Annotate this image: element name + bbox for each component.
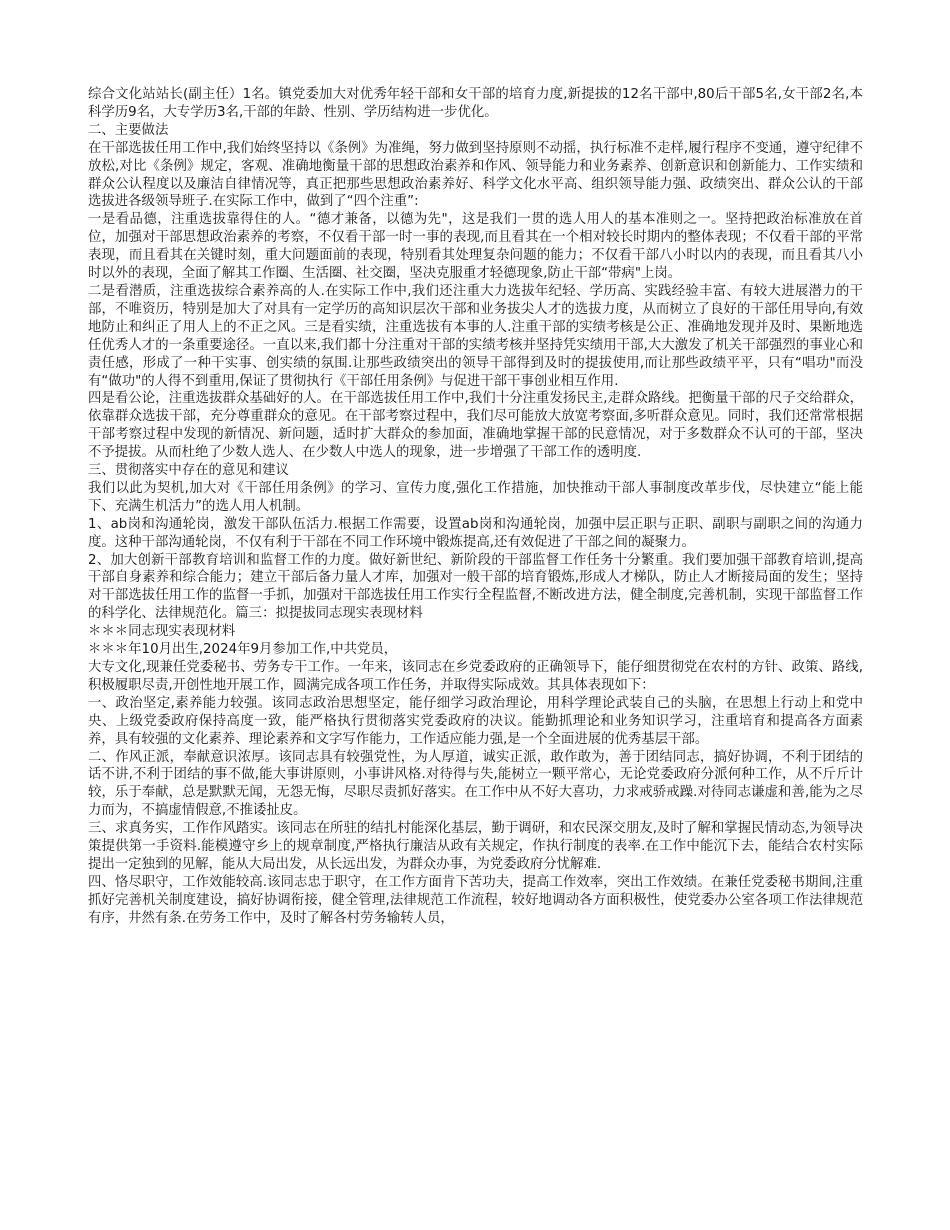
paragraph-pragmatic: 三、求真务实，工作作风踏实。该同志在所驻的结扎村能深化基层，勤于调研，和农民深交朋友,及时了解和掌握民情动态,为领导决策提供第一手资料.能模遵守乡上的规章制度,严格执行廉洁从政有关规定，作执行制度的表率.在工作中能沉下去，能结合农村实际提出一定独到的见解，能从大局出发，从长远出发，为群众办事，为党委政府分忧解难. [88, 821, 863, 872]
section-heading-main-practices: 二、主要做法 [88, 122, 169, 138]
profile-line: ＊＊＊年10月出生,2024年9月参加工作,中共党员， [88, 642, 398, 658]
paragraph-duty: 四、恪尽职守，工作效能较高.该同志忠于职守，在工作方面肯下苦功夫，提高工作效率，突出工作效绩。在兼任党委秘书期间,注重抓好完善机关制度建设，搞好协调衔接，健全管理,法律规范工作流程，较好地调动各方面积极性，使党委办公室各项工作法律规范有序，井然有条.在劳务工作中，及时了解各村劳务输转人员， [88, 874, 863, 926]
paragraph-item-1: 1、ab岗和沟通轮岗，激发干部队伍活力.根据工作需要，设置ab岗和沟通轮岗，加强中层正职与正职、副职与副职之间的沟通力度。这种干部沟通轮岗，不仅有利于干部在不同工作环境中锻炼提高,还有效促进了干部之间的凝聚力。 [88, 516, 863, 550]
document-body [88, 86, 863, 928]
paragraph-issues-intro: 我们以此为契机,加大对《干部任用条例》的学习、宣传力度,强化工作措施，加快推动干部人事制度改革步伐，尽快建立“能上能下、充满生机活力”的选人用人机制。 [88, 480, 863, 514]
paragraph-practices: 在干部选拔任用工作中,我们始终坚持以《条例》为准绳，努力做到坚持原则不动摇，执行标准不走样,履行程序不变通，遵守纪律不放松,对比《条例》规定，客观、准确地衡量干部的思想政治素养和作风、领导能力和业务素养、创新意识和创新能力、工作实绩和群众公认程度以及廉洁自律情况等，真正把那些思想政治素养好、科学文化水平高、组织领导能力强、政绩突出、群众公认的干部选拔进各级领导班子.在实际工作中，做到了“四个注重”: [88, 140, 863, 210]
paragraph-intro: 综合文化站站长(副主任）1名。镇党委加大对优秀年轻干部和女干部的培育力度,新提拔的12名干部中,80后干部5名,女干部2名,本科学历9名，大专学历3名,干部的年龄、性别、学历结构进一步优化。 [88, 87, 863, 120]
section-heading-issues: 三、贯彻落实中存在的意见和建议 [88, 463, 289, 479]
paragraph-potential-performance: 二是看潜质，注重选拔综合素养高的人.在实际工作中,我们还注重大力选拔年纪轻、学历高、实践经验丰富、有较大进展潜力的干部，不唯资历，特别是加大了对具有一定学历的高知识层次干部和业务拔尖人才的选拔力度，从而树立了良好的干部任用导向,有效地防止和纠正了用人上的不正之风。三是看实绩，注重选拔有本事的人.注重干部的实绩考核是公正、准确地发现并及时、果断地选任优秀人才的一条重要途径。一直以来,我们都十分注重对干部的实绩考核并坚持凭实绩用干部,大大激发了机关干部强烈的事业心和责任感，形成了一种干实事、创实绩的氛围.让那些政绩突出的领导干部得到及时的提拔使用,而让那些政绩平平，只有“唱功"而没有“做功"的人得不到重用,保证了贯彻执行《干部任用条例》与促进干部干事创业相互作用. [88, 283, 863, 389]
material-title: ＊＊＊同志现实表现材料 [88, 624, 236, 640]
paragraph-profile: 大专文化,现兼任党委秘书、劳务专干工作。一年来，该同志在乡党委政府的正确领导下，能仔细贯彻党在农村的方针、政策、路线,积极履职尽责,开创性地开展工作，圆满完成各项工作任务，并取得实际成效。其具体表现如下： [88, 660, 863, 693]
paragraph-political: 一、政治坚定,素养能力较强。该同志政治思想坚定，能仔细学习政治理论，用科学理论武装自己的头脑，在思想上行动上和党中央、上级党委政府保持高度一致，能严格执行贯彻落实党委政府的决议。能勤抓理论和业务知识学习，注重培育和提高各方面素养，具有较强的文化素养、理论素养和文字写作能力，工作适应能力强,是一个全面进展的优秀基层干部。 [88, 695, 863, 747]
paragraph-style: 二、作风正派，奉献意识浓厚。该同志具有较强党性，为人厚道，诚实正派，敢作敢为，善于团结同志，搞好协调，不利于团结的话不讲,不利于团结的事不做,能大事讲原则，小事讲风格.对待得与失,能树立一颗平常心，无论党委政府分派何种工作，从不斤斤计较，乐于奉献，总是默默无闻，无怨无悔，尽职尽责抓好落实。在工作中从不好大喜功，力求戒骄戒躁.对待同志谦虚和善,能为之尽力而为，不搞虚情假意,不推诿扯皮。 [88, 749, 863, 819]
paragraph-morality: 一是看品德，注重选拔靠得住的人。“德才兼备，以德为先"，这是我们一贯的选人用人的基本准则之一。坚持把政治标准放在首位，加强对干部思想政治素养的考察，不仅看干部一时一事的表现,而且看其在一个相对较长时期内的整体表现；不仅看干部的平常表现，而且看其在关键时刻，重大问题面前的表现，特别看其处理复杂问题的能力；不仅看干部八小时以内的表现，而且看其八小时以外的表现，全面了解其工作圈、生活圈、社交圈，坚决克服重才轻德现象,防止干部“带病"上岗。 [88, 212, 863, 282]
paragraph-public-opinion: 四是看公论，注重选拔群众基础好的人。在干部选拔任用工作中,我们十分注重发扬民主,走群众路线。把衡量干部的尺子交给群众，依靠群众选拔干部，充分尊重群众的意见。在干部考察过程中，我们尽可能放大放宽考察面,多听群众意见。同时，我们还常常根据干部考察过程中发现的新情况、新问题，适时扩大群众的参加面，准确地掌握干部的民意情况，对于多数群众不认可的干部，坚决不予提拔。从而杜绝了少数人选人、在少数人中选人的现象，进一步增强了干部工作的透明度. [88, 391, 863, 461]
paragraph-item-2: 2、加大创新干部教育培训和监督工作的力度。做好新世纪、新阶段的干部监督工作任务十分繁重。我们要加强干部教育培训,提高干部自身素养和综合能力；建立干部后备力量人才库，加强对一般干部的培育锻炼,形成人才梯队，防止人才断接局面的发生；坚持对干部选拔任用工作的监督一手抓，加强对干部选拔任用工作实行全程监督,不断改进方法，健全制度,完善机制，实现干部监督工作的科学化、法律规范化。篇三：拟提拔同志现实表现材料 [88, 552, 863, 622]
